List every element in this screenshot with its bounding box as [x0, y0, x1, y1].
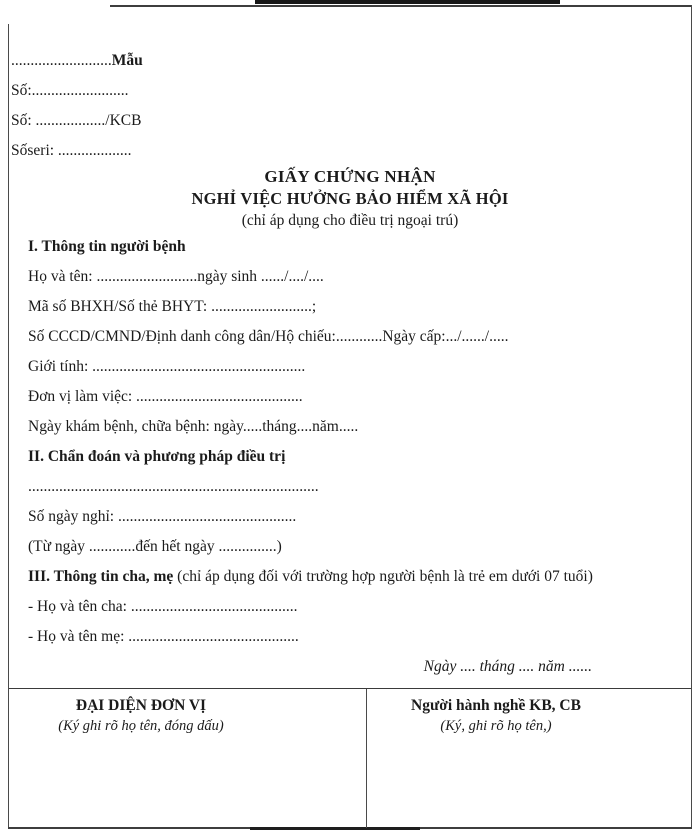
exam-date-line: Ngày khám bệnh, chữa bệnh: ngày.....tháng....năm..... — [28, 418, 359, 435]
section-3-heading-bold: III. Thông tin cha, mẹ — [28, 568, 174, 585]
practitioner-signature-note: (Ký, ghi rõ họ tên,) — [440, 718, 552, 734]
form-title-block — [9, 166, 691, 232]
section-1-heading: I. Thông tin người bệnh — [28, 238, 186, 255]
section-3-heading — [28, 562, 677, 592]
mother-name-line: - Họ và tên mẹ: ............................................ — [28, 628, 299, 645]
section-3-heading-note: (chỉ áp dụng đối với trường hợp người bệnh là trẻ em dưới 07 tuổi) — [173, 568, 593, 585]
form-title: GIẤY CHỨNG NHẬN — [264, 167, 436, 186]
form-number-block — [9, 6, 691, 166]
cccd-number-line: Số CCCD/CMND/Định danh công dân/Hộ chiếu:............Ngày cấp:.../....../..... — [28, 328, 509, 345]
form-so-kcb-line: Số: ................../KCB — [11, 112, 142, 129]
signature-section — [9, 688, 691, 828]
bhxh-number-line: Mã số BHXH/Số thẻ BHYT: ..........................; — [28, 298, 317, 315]
practitioner-signature-cell — [386, 696, 606, 736]
diagnosis-dots-line: ........................................................................... — [28, 478, 319, 495]
form-template-line — [11, 46, 691, 76]
employer-signature-cell — [21, 696, 261, 736]
leave-range-line: (Từ ngày ............đến hết ngày ...............) — [28, 538, 282, 555]
practitioner-signature-title: Người hành nghề KB, CB — [411, 697, 581, 714]
gender-line: Giới tính: ....................................................... — [28, 358, 306, 375]
form-template-dots: .......................... — [11, 52, 112, 69]
form-soseri-line: Sốseri: ................... — [11, 142, 132, 159]
workplace-line: Đơn vị làm việc: ........................................... — [28, 388, 303, 405]
father-name-line: - Họ và tên cha: ........................................... — [28, 598, 298, 615]
form-so-line: Số:......................... — [11, 82, 129, 99]
form-subtitle: (chỉ áp dụng cho điều trị ngoại trú) — [241, 212, 459, 229]
employer-signature-title: ĐẠI DIỆN ĐƠN VỊ — [75, 697, 207, 714]
scan-artifact-top-bar — [255, 0, 560, 4]
employer-signature-note: (Ký ghi rõ họ tên, đóng dấu) — [58, 718, 224, 734]
patient-name-line: Họ và tên: ..........................ngày sinh ....../..../.... — [28, 268, 324, 285]
form-title-line2: NGHỈ VIỆC HƯỞNG BẢO HIỂM XÃ HỘI — [191, 189, 509, 208]
form-content — [9, 6, 691, 828]
signature-column-divider — [366, 689, 367, 828]
date-place-line: Ngày .... tháng .... năm ...... — [423, 658, 592, 675]
form-template-label: Mẫu — [111, 52, 143, 69]
leave-days-line: Số ngày nghỉ: .............................................. — [28, 508, 297, 525]
form-body — [9, 232, 691, 682]
page-border-right — [691, 5, 692, 829]
section-2-heading: II. Chẩn đoán và phương pháp điều trị — [28, 448, 286, 465]
